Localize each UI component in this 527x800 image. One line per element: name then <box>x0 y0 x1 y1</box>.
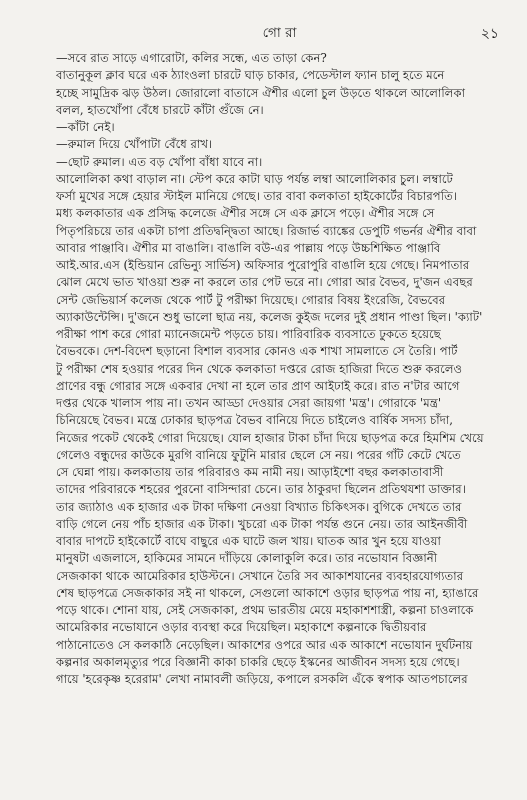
text-line: নিজের পকেট থেকেই গোরা দিয়েছে। যোল হাজার টাকা চাঁদা দিয়ে ছাড়পত্র করে হিমশিম খেয়ে <box>56 430 484 445</box>
text-line: সে ঘেন্না পায়। কলকাতায় তার পরিবারও কম নামী নয়। আড়াইশো বছর কলকাতাবাসী <box>56 465 444 479</box>
text-line: বৈভবকে। দেশ-বিদেশ ছড়ানো বিশাল ব্যবসার কোনও এক শাখা সামলাতে সে তৈরি। পার্ট <box>56 344 458 359</box>
text-line: —ছোট রুমাল। এত বড় খোঁপা বাঁধা যাবে না। <box>56 154 263 169</box>
text-line: টু পরীক্ষা শেষ হওয়ার পরের দিন থেকে কলকাতা দপ্তরে রোজ হাজিরা দিতে শুরু করলেও <box>56 361 463 376</box>
page-header <box>56 22 503 40</box>
text-line: বাড়ি গেলে নেয় পাঁচ হাজার এক টাকা। খুচরো এক টাকা পর্যন্ত গুনে নেয়। তার আইনজীবী <box>56 516 468 531</box>
text-line: সেন্ট জেভিয়ার্স কলেজ থেকে পার্ট টু পরীক্ষা দিয়েছে। গোরার বিষয় ইংরেজি, বৈভবের <box>56 292 446 307</box>
text-line: মানুষটা এজলাসে, হাকিমের সামনে দাঁড়িয়ে কোলাকুলি করে। তার নভোযান বিজ্ঞানী <box>56 551 438 566</box>
text-line: —কাঁটা নেই। <box>56 120 115 134</box>
text-line: ঝোল মেখে ভাত খাওয়া শুরু না করলে তার পেট ভরে না। গোরা আর বৈভব, দু'জন এবছর <box>56 275 473 290</box>
text-line: পরীক্ষা পাশ করে গোরা ম্যানেজমেন্ট পড়তে চায়। পারিবারিক ব্যবসাতে ঢুকতে হয়েছে <box>56 327 441 341</box>
text-line: আমেরিকার নভোযানে ওড়ার ব্যবস্থা করে দিয়েছিল। মহাকাশে কল্পনাকে দ্বিতীয়বার <box>56 620 427 635</box>
text-line: হচ্ছে সামুদ্রিক ঝড় উঠল। জোরালো বাতাসে ঐশীর এলো চুল উড়তে থাকলে আলোলিকা <box>56 85 466 100</box>
text-line: পাঠানোতেও সে কলকাঠি নেড়েছিল। আকাশের ওপরে আর এক আকাশে নভোযান দুর্ঘটনায় <box>56 637 473 652</box>
text-line: গায়ে 'হরেকৃষ্ণ হরেরাম' লেখা নামাবলী জড়িয়ে, কপালে রসকলি এঁকে স্বপাক আতপচালের <box>56 672 468 686</box>
text-line: সেজকাকা থাকে আমেরিকার হাউস্টনে। সেখানে তৈরি সব আকাশযানের ব্যবহারযোগ্যতার <box>56 568 464 583</box>
text-line: —রুমাল দিয়ে খোঁপাটা বেঁধে রাখ। <box>56 137 213 152</box>
text-line: পড়ে থাকে। শোনা যায়, সেই সেজকাকা, প্রথম ভারতীয় মেয়ে মহাকাশশাস্ত্রী, কল্পনা চাওলাকে <box>56 603 474 617</box>
text-line: বাবার দাপটে হাইকোর্টে বাঘে বাছুরে এক ঘাটে জল খায়। ঘাতক আর খুন হয়ে যাওয়া <box>56 534 441 548</box>
text-line: আই.আর.এস (ইন্ডিয়ান রেভিন্যু সার্ভিস) অফিসার পুরোপুরি বাঙালি হয়ে গেছে। নিমপাতার <box>56 258 470 272</box>
text-line: দপ্তর থেকে খালাস পায় না। তখন আড্ডা দেওয়ার সেরা জায়গা 'মন্ত্র'। গোরাকে 'মন্ত্র' <box>56 396 442 410</box>
text-line: মধ্য কলকাতার এক প্রসিদ্ধ কলেজে ঐশীর সঙ্গে সে এক ক্লাসে পড়ে। ঐশীর সঙ্গে সে <box>56 206 435 221</box>
text-line: কল্পনার অকালমৃত্যুর পরে বিজ্ঞানী কাকা চাকরি ছেড়ে ইস্কনের আজীবন সদস্য হয়ে গেছে। <box>56 654 460 669</box>
text-line: প্রাণের বন্ধু গোরার সঙ্গে একবার দেখা না হলে তার প্রাণ আইঢাই করে। রাত ন'টার আগে <box>56 378 460 393</box>
running-title: গো রা <box>262 25 297 41</box>
text-line: গেলেও বন্ধুদের কাউকে মুরগি বানিয়ে ফুটুনি মারার ছেলে সে নয়। পরের গাঁট কেটে খেতে <box>56 447 461 462</box>
text-line: চিনিয়েছে বৈভব। মন্ত্রে ঢোকার ছাড়পত্র বৈভব বানিয়ে দিতে চাইলেও বার্ষিক সদস্য চাঁদা, <box>56 413 453 428</box>
text-line: তাদের পরিবারকে শহরের পুরনো বাসিন্দারা চেনে। তার ঠাকুরদা ছিলেন প্রতিথযশা ডাক্তার। <box>56 482 466 497</box>
text-line: ফর্সা মুখের সঙ্গে হেয়ার স্টাইল মানিয়ে গেছে। তার বাবা কলকাতা হাইকোর্টের বিচারপতি। <box>56 189 458 203</box>
text-line: আবার পাঞ্জাবি। ঐশীর মা বাঙালি। বাঙালি বউ-এর পাল্লায় পড়ে উচ্চশিক্ষিত পাঞ্জাবি <box>56 240 441 255</box>
text-line: শেষ ছাড়পত্রে সেজকাকার সই না থাকলে, সেগুলো আকাশে ওড়ার ছাড়পত্র পায় না, হ্যাঙারে <box>56 585 479 600</box>
text-line: বাতানুকূল ক্লাব ঘরে এক ঠ্যাংওলা চারটে ঘাড় চাকার, পেডেস্টাল ফ্যান চালু হতে মনে <box>56 68 445 83</box>
text-line: অ্যাকাউন্টেন্সি। দু'জনে শুধু ভালো ছাত্র নয়, কলেজ কুইজ দলের দুই প্রধান পাণ্ডা ছিল। 'ক্যাট' <box>56 309 483 324</box>
text-line: —সবে রাত সাড়ে এগারোটা, কলির সন্ধে, এত তাড়া কেন? <box>56 51 327 65</box>
body-text <box>56 50 508 688</box>
text-line: তার জ্যাঠাও এক হাজার এক টাকা দক্ষিণা নেওয়া বিখ্যাত চিকিৎসক। বুগিকে দেখতে তার <box>56 499 462 514</box>
page-number: ২১ <box>480 26 499 42</box>
text-line: আলোলিকা কথা বাড়াল না। স্টেপ করে কাটা ঘাড় পর্যন্ত লম্বা আলোলিকার চুল। লম্বাটে <box>56 171 453 186</box>
text-line: বলল, হাতখোঁপা বেঁধে চারটে কাঁটা গুঁজে নে। <box>56 102 264 117</box>
text-line: পিতৃপরিচয়ে তার একটা চাপা প্রতিদ্বন্দ্বিতা আছে। রিজার্ভ ব্যাঙ্কের ডেপুটি গভর্নর ঐশীর বাবা <box>56 223 477 238</box>
